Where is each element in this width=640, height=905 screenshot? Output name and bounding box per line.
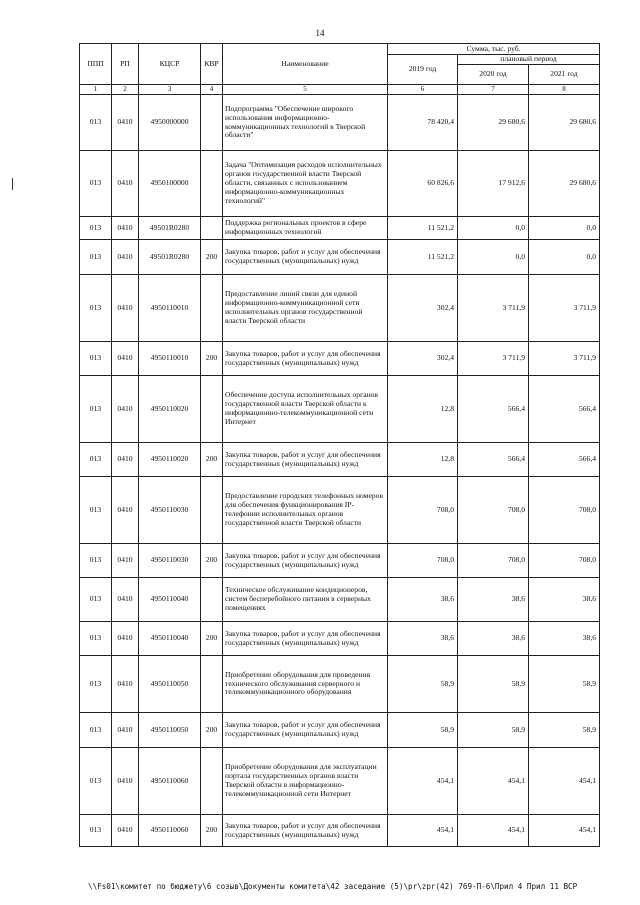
cell-name: Закупка товаров, работ и услуг для обеспечения государственных (муниципальных) нужд <box>223 622 388 656</box>
cell-name: Предоставление линий связи для единой информационно-коммуникационной сети исполнительных органов государственной власти Тверской области <box>223 275 388 342</box>
cell-kvr <box>201 477 223 544</box>
cell-name: Приобретение оборудования для эксплуатации портала государственных органов власти Тверской области в информационно-телекоммуникационной сети Интернет <box>223 748 388 815</box>
table-row <box>80 713 600 748</box>
table-row <box>80 748 600 815</box>
col-number: 6 <box>388 85 458 95</box>
cell-kvr <box>201 376 223 443</box>
planned-period-header: плановый период <box>458 55 600 65</box>
col-number: 8 <box>529 85 600 95</box>
cell-ppp: 013 <box>80 151 112 217</box>
cell-ppp: 013 <box>80 656 112 713</box>
cell-ppp: 013 <box>80 578 112 622</box>
table-row <box>80 443 600 477</box>
cell-2019: 12,8 <box>388 443 458 477</box>
cell-rp: 0410 <box>112 342 139 376</box>
col-2021-header: 2021 год <box>529 65 600 85</box>
col-number: 3 <box>139 85 201 95</box>
table-row <box>80 477 600 544</box>
cell-rp: 0410 <box>112 240 139 275</box>
cell-2019: 38,6 <box>388 578 458 622</box>
cell-2020: 58,9 <box>458 656 529 713</box>
cell-rp: 0410 <box>112 713 139 748</box>
cell-2019: 12,8 <box>388 376 458 443</box>
cell-2019: 11 521,2 <box>388 240 458 275</box>
cell-ppp: 013 <box>80 275 112 342</box>
cell-kcsr: 4950110050 <box>139 656 201 713</box>
table-row <box>80 240 600 275</box>
col-number: 4 <box>201 85 223 95</box>
cell-kcsr: 4950110020 <box>139 376 201 443</box>
cell-2019: 708,0 <box>388 477 458 544</box>
scan-mark <box>12 178 13 190</box>
table-row <box>80 342 600 376</box>
cell-2020: 566,4 <box>458 376 529 443</box>
cell-kvr <box>201 656 223 713</box>
table-row <box>80 622 600 656</box>
cell-2019: 58,9 <box>388 656 458 713</box>
cell-kvr <box>201 578 223 622</box>
cell-rp: 0410 <box>112 95 139 151</box>
file-path-footer: \\Fs01\комитет по бюджету\6 созыв\Документы комитета\42 заседание (5)\pr\zpr(42) 769-П-6\Прил 4 Прил 11 ВСР <box>88 882 578 891</box>
cell-2019: 302,4 <box>388 275 458 342</box>
cell-2021: 0,0 <box>529 217 600 240</box>
cell-kcsr: 4950110030 <box>139 477 201 544</box>
table-row <box>80 544 600 578</box>
cell-ppp: 013 <box>80 95 112 151</box>
cell-2021: 3 711,9 <box>529 342 600 376</box>
col-2020-header: 2020 год <box>458 65 529 85</box>
cell-rp: 0410 <box>112 477 139 544</box>
cell-ppp: 013 <box>80 342 112 376</box>
cell-rp: 0410 <box>112 748 139 815</box>
cell-2019: 454,1 <box>388 748 458 815</box>
cell-kcsr: 4950110060 <box>139 815 201 847</box>
cell-kvr <box>201 748 223 815</box>
cell-2020: 38,6 <box>458 622 529 656</box>
cell-2020: 38,6 <box>458 578 529 622</box>
cell-2021: 3 711,9 <box>529 275 600 342</box>
table-row <box>80 376 600 443</box>
cell-kcsr: 4950110050 <box>139 713 201 748</box>
cell-2021: 454,1 <box>529 815 600 847</box>
col-number: 2 <box>112 85 139 95</box>
cell-name: Приобретение оборудования для проведения технического обслуживания серверного и телекоммуникационного оборудования <box>223 656 388 713</box>
cell-2021: 38,6 <box>529 622 600 656</box>
budget-table <box>79 43 600 847</box>
cell-kcsr: 4950110010 <box>139 275 201 342</box>
cell-name: Поддержка региональных проектов в сфере информационных технологий <box>223 217 388 240</box>
cell-kcsr: 49501R0280 <box>139 240 201 275</box>
cell-kcsr: 4950110060 <box>139 748 201 815</box>
cell-name: Техническое обслуживание кондиционеров, систем бесперебойного питания в серверных помещениях <box>223 578 388 622</box>
cell-kvr: 200 <box>201 622 223 656</box>
cell-kvr: 200 <box>201 544 223 578</box>
cell-kvr <box>201 95 223 151</box>
cell-2020: 566,4 <box>458 443 529 477</box>
cell-ppp: 013 <box>80 713 112 748</box>
cell-2021: 708,0 <box>529 477 600 544</box>
cell-kcsr: 4950110010 <box>139 342 201 376</box>
cell-name: Подпрограмма "Обеспечение широкого использования информационно-коммуникационных технологий в Тверской области" <box>223 95 388 151</box>
cell-2021: 454,1 <box>529 748 600 815</box>
cell-ppp: 013 <box>80 748 112 815</box>
cell-ppp: 013 <box>80 376 112 443</box>
cell-name: Закупка товаров, работ и услуг для обеспечения государственных (муниципальных) нужд <box>223 815 388 847</box>
cell-2021: 58,9 <box>529 713 600 748</box>
cell-2020: 29 680,6 <box>458 95 529 151</box>
cell-kvr <box>201 151 223 217</box>
cell-kvr <box>201 275 223 342</box>
cell-name: Предоставление городских телефонных номеров для обеспечения функционирования IP-телефонии исполнительных органов государственной власти Тверской области <box>223 477 388 544</box>
cell-2019: 708,0 <box>388 544 458 578</box>
cell-kcsr: 4950110020 <box>139 443 201 477</box>
cell-kvr <box>201 217 223 240</box>
table-row <box>80 95 600 151</box>
col-ppp-header: ППП <box>80 44 112 85</box>
cell-2020: 454,1 <box>458 815 529 847</box>
table-row <box>80 275 600 342</box>
table-row <box>80 151 600 217</box>
cell-rp: 0410 <box>112 815 139 847</box>
col-name-header: Наименование <box>223 44 388 85</box>
cell-2020: 708,0 <box>458 477 529 544</box>
table-body <box>80 95 600 847</box>
sum-header: Сумма, тыс. руб. <box>388 44 600 55</box>
cell-ppp: 013 <box>80 443 112 477</box>
cell-kvr: 200 <box>201 342 223 376</box>
cell-kcsr: 4950100000 <box>139 151 201 217</box>
cell-2020: 708,0 <box>458 544 529 578</box>
cell-ppp: 013 <box>80 622 112 656</box>
cell-rp: 0410 <box>112 275 139 342</box>
cell-kcsr: 4950000000 <box>139 95 201 151</box>
cell-rp: 0410 <box>112 443 139 477</box>
cell-kvr: 200 <box>201 713 223 748</box>
cell-name: Задача "Оптимизация расходов исполнительных органов государственной власти Тверской области, связанных с использованием информационно-коммуникационных технологий" <box>223 151 388 217</box>
cell-2020: 0,0 <box>458 240 529 275</box>
cell-name: Закупка товаров, работ и услуг для обеспечения государственных (муниципальных) нужд <box>223 713 388 748</box>
cell-rp: 0410 <box>112 544 139 578</box>
cell-2020: 3 711,9 <box>458 342 529 376</box>
cell-2019: 78 420,4 <box>388 95 458 151</box>
cell-kcsr: 4950110030 <box>139 544 201 578</box>
cell-2019: 58,9 <box>388 713 458 748</box>
cell-2020: 454,1 <box>458 748 529 815</box>
cell-2019: 302,4 <box>388 342 458 376</box>
cell-rp: 0410 <box>112 622 139 656</box>
col-rp-header: РП <box>112 44 139 85</box>
cell-name: Закупка товаров, работ и услуг для обеспечения государственных (муниципальных) нужд <box>223 544 388 578</box>
cell-2020: 3 711,9 <box>458 275 529 342</box>
cell-2021: 38,6 <box>529 578 600 622</box>
cell-2020: 58,9 <box>458 713 529 748</box>
cell-ppp: 013 <box>80 544 112 578</box>
cell-kvr: 200 <box>201 240 223 275</box>
cell-2019: 38,6 <box>388 622 458 656</box>
cell-2021: 566,4 <box>529 443 600 477</box>
cell-2020: 17 912,6 <box>458 151 529 217</box>
cell-2021: 708,0 <box>529 544 600 578</box>
cell-kcsr: 4950110040 <box>139 578 201 622</box>
cell-ppp: 013 <box>80 217 112 240</box>
col-kvr-header: КВР <box>201 44 223 85</box>
cell-ppp: 013 <box>80 240 112 275</box>
cell-kvr: 200 <box>201 443 223 477</box>
cell-rp: 0410 <box>112 656 139 713</box>
cell-name: Закупка товаров, работ и услуг для обеспечения государственных (муниципальных) нужд <box>223 240 388 275</box>
cell-2019: 60 826,6 <box>388 151 458 217</box>
table-row <box>80 656 600 713</box>
col-2019-header: 2019 год <box>388 55 458 85</box>
cell-rp: 0410 <box>112 376 139 443</box>
col-number: 5 <box>223 85 388 95</box>
col-number: 7 <box>458 85 529 95</box>
cell-2021: 29 680,6 <box>529 151 600 217</box>
cell-rp: 0410 <box>112 217 139 240</box>
cell-name: Закупка товаров, работ и услуг для обеспечения государственных (муниципальных) нужд <box>223 342 388 376</box>
col-kcsr-header: КЦСР <box>139 44 201 85</box>
table-row <box>80 217 600 240</box>
cell-ppp: 013 <box>80 477 112 544</box>
cell-2021: 566,4 <box>529 376 600 443</box>
cell-ppp: 013 <box>80 815 112 847</box>
cell-2019: 11 521,2 <box>388 217 458 240</box>
table-row <box>80 578 600 622</box>
cell-kvr: 200 <box>201 815 223 847</box>
cell-2019: 454,1 <box>388 815 458 847</box>
page-number: 14 <box>315 28 325 38</box>
cell-name: Закупка товаров, работ и услуг для обеспечения государственных (муниципальных) нужд <box>223 443 388 477</box>
cell-kcsr: 4950110040 <box>139 622 201 656</box>
col-number: 1 <box>80 85 112 95</box>
cell-kcsr: 49501R0280 <box>139 217 201 240</box>
cell-2020: 0,0 <box>458 217 529 240</box>
cell-rp: 0410 <box>112 151 139 217</box>
cell-2021: 0,0 <box>529 240 600 275</box>
cell-rp: 0410 <box>112 578 139 622</box>
table-row <box>80 815 600 847</box>
cell-name: Обеспечение доступа исполнительных органов государственной власти Тверской области к информационно-телекоммуникационной сети Интернет <box>223 376 388 443</box>
cell-2021: 58,9 <box>529 656 600 713</box>
cell-2021: 29 680,6 <box>529 95 600 151</box>
